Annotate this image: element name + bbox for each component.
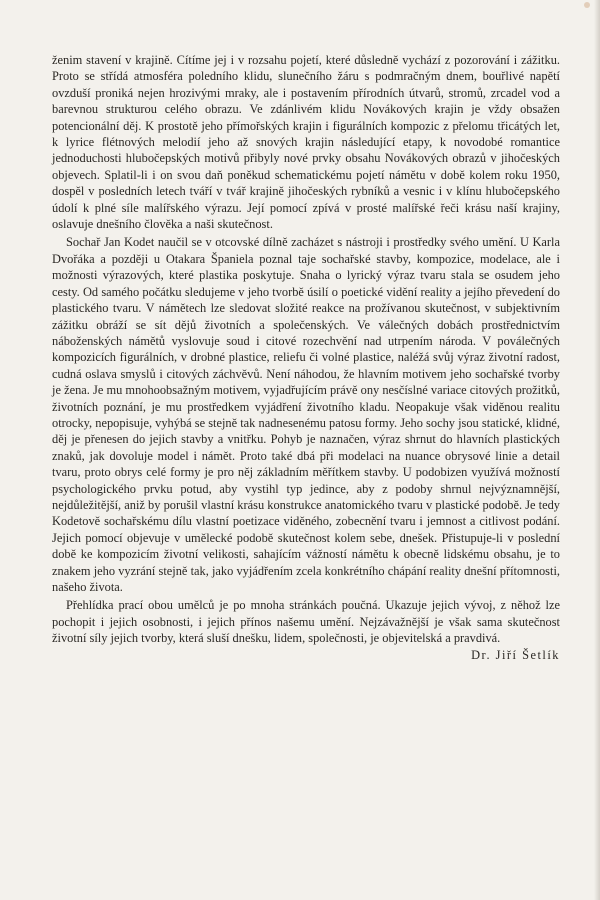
paragraph-kodet-sculpture: Sochař Jan Kodet naučil se v otcovské dílně zacházet s nástroji i prostředky svého umění. U Karla Dvořáka a později u Otakara Španiela poznal taje sochařské stavby, kompozice, modelace, ale i možnosti výrazových, které plastika poskytuje. Snaha o lyrický výraz tvaru stala se osudem jeho cesty. Od samého počátku sledujeme v jeho tvorbě úsilí o poetické vidění reality a jejího převedení do plastického tvaru. V námětech lze sledovat složité reakce na prožívanou skutečnost, v subjektivním zážitku obráží se sít dějů životních a společenských. Ve válečných dobách prostřednictvím náboženských námětů vyslovuje soud i citové rozechvění nad utrpením národa. V poválečných kompozicích figurálních, v drobné plastice, reliefu či volné plastice, naléžá svůj výraz životní radost, cudná oslava smyslů i citových záchvěvů. Není náhodou, že hlavním motivem jeho sochařské tvorby je žena. Je mu mnohoobsažným motivem, vyjadřujícím právě ony nesčíslné variace citových prožitků, životních poznání, je mu prostředkem vyjádření životního kladu. Neopakuje však viděnou realitu otrocky, nepopisuje, vyhýbá se stejně tak nadnesenému patosu formy. Jeho sochy jsou statické, klidné, děj je přenesen do jejich stavby a vnitřku. Pohyb je naznačen, výraz shrnut do hlavních plastických znaků, jak dovoluje model i námět. Proto také dbá při modelaci na nuance obrysové linie a detail tvaru, proto obrys celé formy je pro něj základním měřítkem stavby. U podobizen využívá možností psychologického prvku potud, aby vystihl typ jedince, aby z podoby shrnul nejvýznamnější, nejdůležitější, aniž by porušil vlastní krásu konstrukce anatomického tvaru v plastické podobě. Je tedy Kodetově sochařskému dílu vlastní poetizace viděného, zobecnění tvaru i jemnost a citlivost podání. Jejich pomocí objevuje v umělecké podobě skutečnost kolem sebe, dnešek. Přistupuje-li v poslední době ke kompozicím životní velikosti, sahajícím vážností námětu k obecně lidskému obsahu, je to znakem jeho vyzrání stejně tak, jako vyjádřením zcela konkrétního chápání reality dnešní přítomnosti, našeho života. — [52, 235, 560, 594]
paper-stain-mark — [584, 2, 590, 8]
article-page — [52, 52, 560, 663]
signature-line — [52, 647, 560, 663]
conclusion-text: Přehlídka prací obou umělců je po mnoha stránkách poučná. Ukazuje jejich vývoj, z něhož lze pochopit i jejich osobnosti, i jejich přínos našemu umění. Nejzávažnější je však sama skutečnost životní síly jejich tvorby, která sluší dnešku, lidem, společnosti, je objevitelská a pravdivá. — [52, 598, 560, 646]
paragraph-novak-landscapes: ženim stavení v krajině. Cítíme jej i v rozsahu pojetí, které důsledně vychází z pozorování i zážitku. Proto se střídá atmosféra poledního klidu, slunečního žáru s podmračným dnem, bouřlivé napětí ovzduší proniká nejen hrozivými mraky, ale i postavením přírodních útvarů, stromů, zrcadel vod a barevnou strukturou celého obrazu. Ve zdánlivém klidu Novákových krajin je vždy obsažen potencionální děj. K prostotě jeho přímořských krajin i figurálních kompozic z přelomu třicátých let, k lyrice flétnových melodií jeho až snových krajin následující etapy, k novodobé romantice jednoduchosti hlubočepských motivů přibyly nové prvky obsahu Novákových obrazů v jihočeských objevech. Splatil-li i on svou daň poněkud schematickému pojetí námětu v době kolem roku 1950, dospěl v posledních letech tváří v tvář krajině jihočeských rybníků a vesnic i v klínu hlubočepského údolí k plné síle malířského výrazu. Její pomocí zpívá v prosté malířské řeči krásu naší krajiny, oslavuje dnešního člověka a naši skutečnost. — [52, 53, 560, 232]
paragraph-conclusion — [52, 597, 560, 663]
author-signature: Dr. Jiří Šetlík — [471, 647, 560, 662]
page-edge-shadow — [594, 0, 600, 900]
